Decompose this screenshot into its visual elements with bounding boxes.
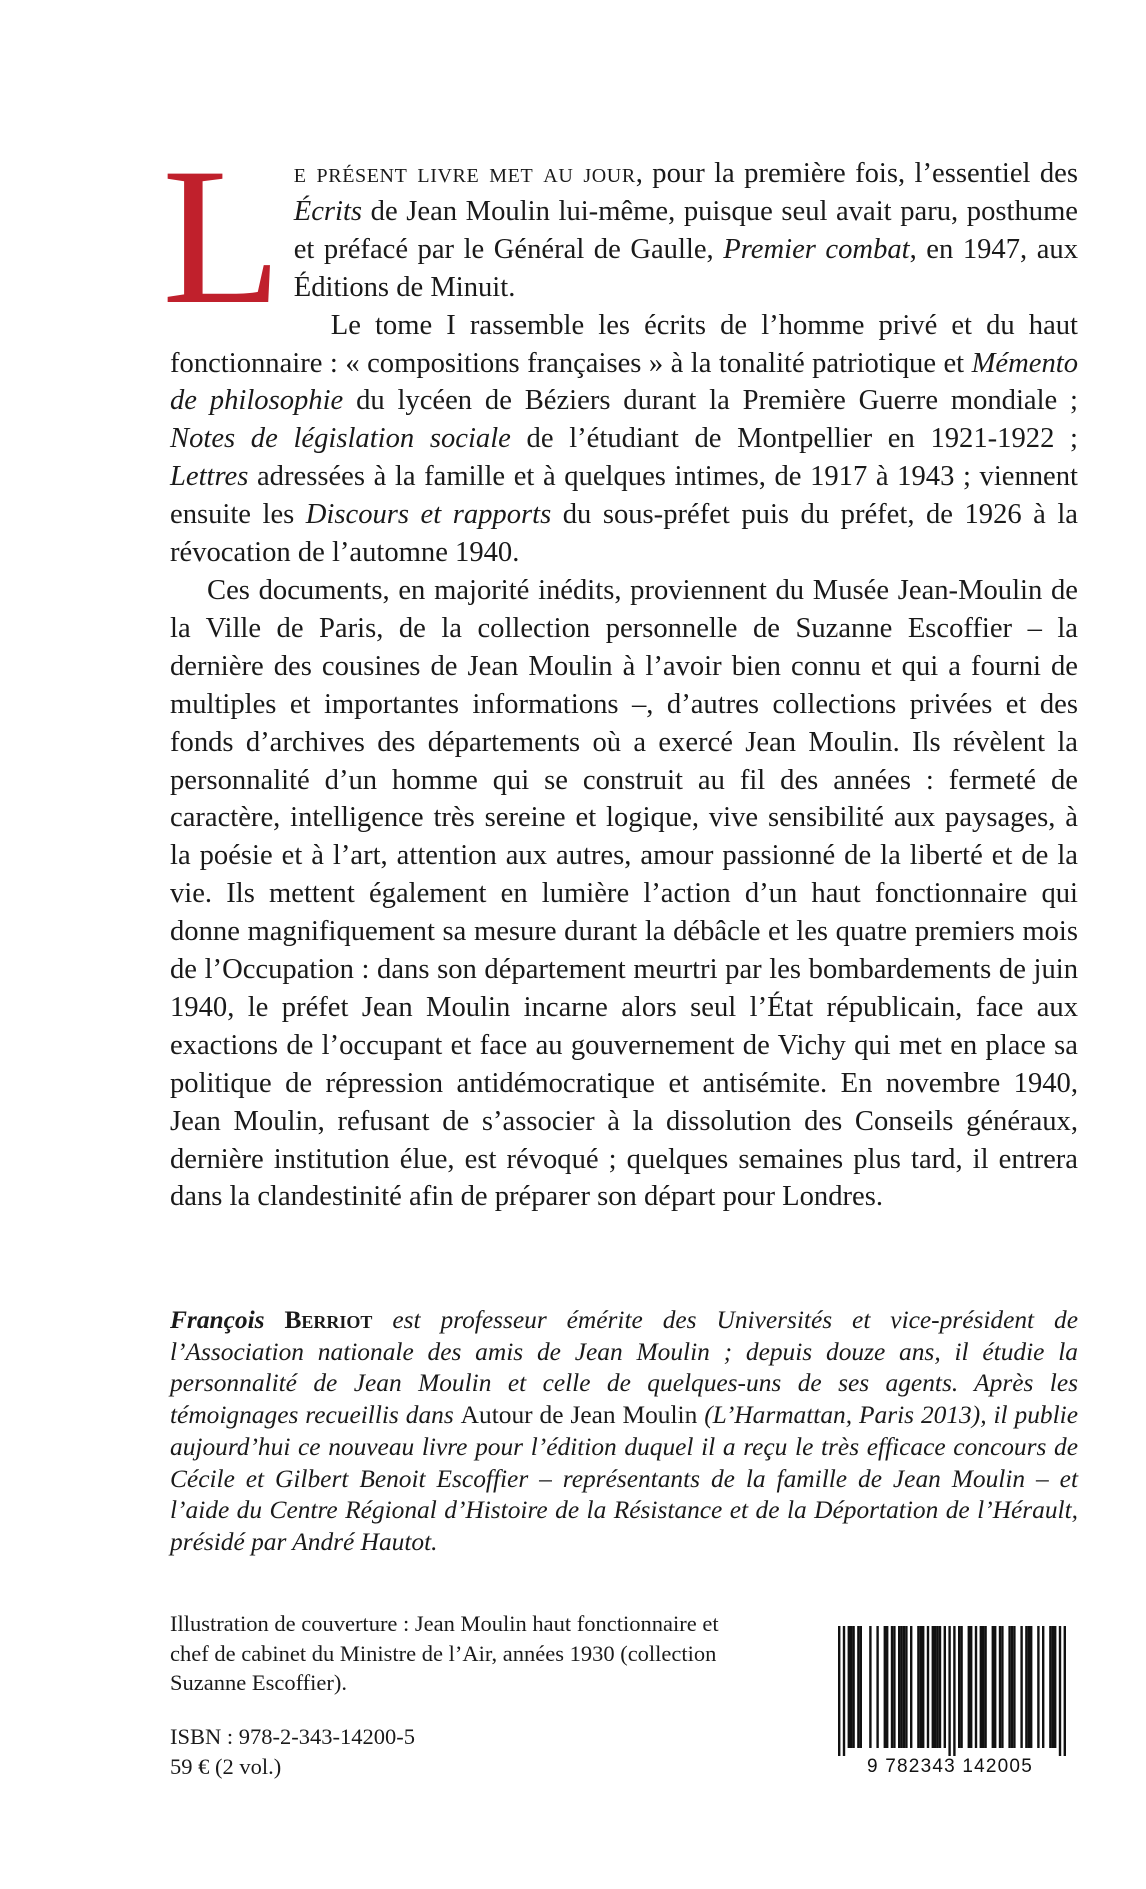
paragraph-text: adressées à la famille et à quelques intimes, de 1917 à 1943 ; viennent ensuite les: [170, 461, 1078, 531]
barcode-bar: [939, 1626, 941, 1748]
barcode-bar: [905, 1626, 907, 1748]
barcode-bar: [848, 1626, 850, 1748]
barcode-bar: [968, 1626, 970, 1748]
barcode-bar: [980, 1626, 982, 1748]
barcode-bar: [869, 1626, 871, 1748]
barcode-bar: [960, 1626, 962, 1748]
bio-text: (L’Harmattan, Paris 2013), il publie aujourd’hui ce nouveau livre pour l’édition duquel il a reçu le très efficace concours de Cécile et Gilbert Benoit Escoffier – représentants de la famille de Jean Moulin – et l’aide du Centre Régional d’Histoire de la Résistance et de la Déportation de l’Hérault, présidé par André Hautot.: [170, 1401, 1079, 1556]
barcode-bar: [1025, 1626, 1027, 1748]
barcode-bar: [1064, 1626, 1066, 1756]
vertical-margin-note: [1131, 1490, 1145, 1889]
barcode-bar: [876, 1626, 878, 1748]
barcode-bar: [903, 1626, 905, 1748]
barcode-bar: [852, 1626, 854, 1748]
barcode-bar: [884, 1626, 886, 1748]
barcode-bar: [1049, 1626, 1051, 1748]
barcode: [822, 1622, 1078, 1777]
barcode-bar: [1028, 1626, 1030, 1748]
intro-text: , en 1947, aux Éditions de Minuit.: [293, 233, 1078, 303]
barcode-bar: [838, 1626, 840, 1756]
title-lettres: Lettres: [170, 461, 249, 493]
barcode-bar: [1059, 1626, 1061, 1756]
author-name: [170, 1306, 372, 1334]
bio-text: est professeur émérite des Universités et vice-président de l’Association nationale des amis de Jean Moulin ; depuis douze ans, il étudie la personnalité de Jean Moulin et celle de quelques-uns de ses agents. Après les témoignages recueillis dans: [170, 1306, 1078, 1430]
isbn: ISBN : 978-2-343-14200-5: [170, 1724, 415, 1749]
title-premier-combat: Premier combat: [723, 233, 910, 265]
barcode-bar: [1037, 1626, 1039, 1748]
barcode-bar: [910, 1626, 912, 1748]
barcode-bar: [893, 1626, 895, 1748]
barcode-bar: [922, 1626, 924, 1748]
paragraph-text: de l’étudiant de Montpellier en 1921-1922 ;: [510, 423, 1078, 455]
barcode-bar: [1030, 1626, 1032, 1748]
barcode-bar: [999, 1626, 1001, 1748]
author-bio: [170, 1305, 1078, 1559]
barcode-number: 9 782343 142005: [867, 1756, 1033, 1777]
barcode-bar: [984, 1626, 986, 1748]
barcode-bar: [1052, 1626, 1054, 1748]
intro-text: , pour la première fois, l’essentiel des: [635, 158, 1078, 189]
barcode-bar: [917, 1626, 919, 1748]
barcode-bar: [898, 1626, 900, 1748]
barcode-bar: [1020, 1626, 1022, 1748]
price: 59 € (2 vol.): [170, 1754, 282, 1779]
barcode-bar: [936, 1626, 938, 1748]
paragraph-documents: Ces documents, en majorité inédits, proviennent du Musée Jean-Moulin de la Ville de Paris, de la collection personnelle de Suzanne Escoffier – la dernière des cousines de Jean Moulin à l’avoir bien connu et qui a fourni de multiples et importantes informations –, d’autres collections privées et des fonds d’archives des départements où a exercé Jean Moulin. Ils révèlent la personnalité d’un homme qui se construit au fil des années : fermeté de caractère, intelligence très sereine et logique, vive sensibilité aux paysages, à la poésie et à l’art, attention aux autres, amour passionné de la liberté et de la vie. Ils mettent également en lumière l’action d’un haut fonctionnaire qui donne magnifiquement sa mesure durant la débâcle et les quatre premiers mois de l’Occupation : dans son département meurtri par les bombardements de juin 1940, le préfet Jean Moulin incarne alors seul l’État républicain, face aux exactions de l’occupant et face au gouvernement de Vichy qui met en place sa politique de répression antidémocratique et antisémite. En novembre 1940, Jean Moulin, refusant de s’associer à la dissolution des Conseils généraux, dernière institution élue, est révoqué ; quelques semaines plus tard, il entrera dans la clandestinité afin de préparer son départ pour Londres.: [170, 574, 1078, 1213]
paragraph-text: Le tome I rassemble les écrits de l’homme privé et du haut fonctionnaire : « compositions françaises » à la tonalité patriotique et: [170, 309, 1078, 379]
barcode-bar: [886, 1626, 888, 1748]
barcode-bar: [958, 1626, 960, 1748]
barcode-bar: [920, 1626, 922, 1748]
barcode-bar: [975, 1626, 977, 1748]
barcode-bar: [1011, 1626, 1013, 1748]
barcode-bar: [857, 1626, 859, 1748]
paragraph-text: du sous-préfet puis du préfet, de 1926 à la révocation de l’automne 1940.: [170, 499, 1078, 569]
author-last-name: Berriot: [284, 1306, 373, 1334]
author-first-name: François: [170, 1306, 285, 1334]
barcode-bar: [970, 1626, 972, 1748]
title-discours: Discours et rapports: [305, 499, 552, 531]
barcode-bar: [927, 1626, 929, 1748]
barcode-bar: [1001, 1626, 1003, 1748]
barcode-bar: [992, 1626, 994, 1748]
barcode-bar: [994, 1626, 996, 1748]
barcode-bar: [860, 1626, 862, 1748]
barcode-bar: [982, 1626, 984, 1748]
title-memento: Mémento de philosophie: [170, 347, 1078, 417]
barcode-bar: [953, 1626, 955, 1756]
barcode-bar: [1054, 1626, 1056, 1748]
barcode-bar: [1042, 1626, 1044, 1748]
barcode-bar: [948, 1626, 950, 1756]
drop-cap: L: [162, 128, 282, 345]
description-text: [162, 128, 1078, 1216]
title-notes: Notes de législation sociale: [170, 423, 511, 455]
opening-smallcaps: e présent livre met au jour: [293, 158, 636, 189]
barcode-bar: [891, 1626, 893, 1748]
barcode-bar: [1013, 1626, 1015, 1748]
barcode-bar: [843, 1626, 845, 1756]
title-ecrits: Écrits: [293, 195, 363, 227]
barcode-graphic: [822, 1622, 1078, 1777]
paragraph-tome: [170, 307, 1078, 572]
barcode-bar: [900, 1626, 902, 1748]
paragraph-text: du lycéen de Béziers durant la Première Guerre mondiale ;: [343, 385, 1078, 417]
intro-text: de Jean Moulin lui-même, puisque seul avait paru, posthume et préfacé par le Général de Gaulle,: [293, 195, 1078, 265]
barcode-bar: [934, 1626, 936, 1748]
barcode-bar: [944, 1626, 946, 1748]
barcode-bar: [850, 1626, 852, 1748]
bio-book-title: Autour de Jean Moulin: [460, 1401, 698, 1430]
cover-illustration-credit: Illustration de couverture : Jean Moulin haut fonctionnaire et chef de cabinet du Ministre de l’Air, années 1930 (collection Suzanne Escoffier).: [170, 1611, 719, 1695]
barcode-bar: [932, 1626, 934, 1748]
barcode-bar: [1008, 1626, 1010, 1748]
